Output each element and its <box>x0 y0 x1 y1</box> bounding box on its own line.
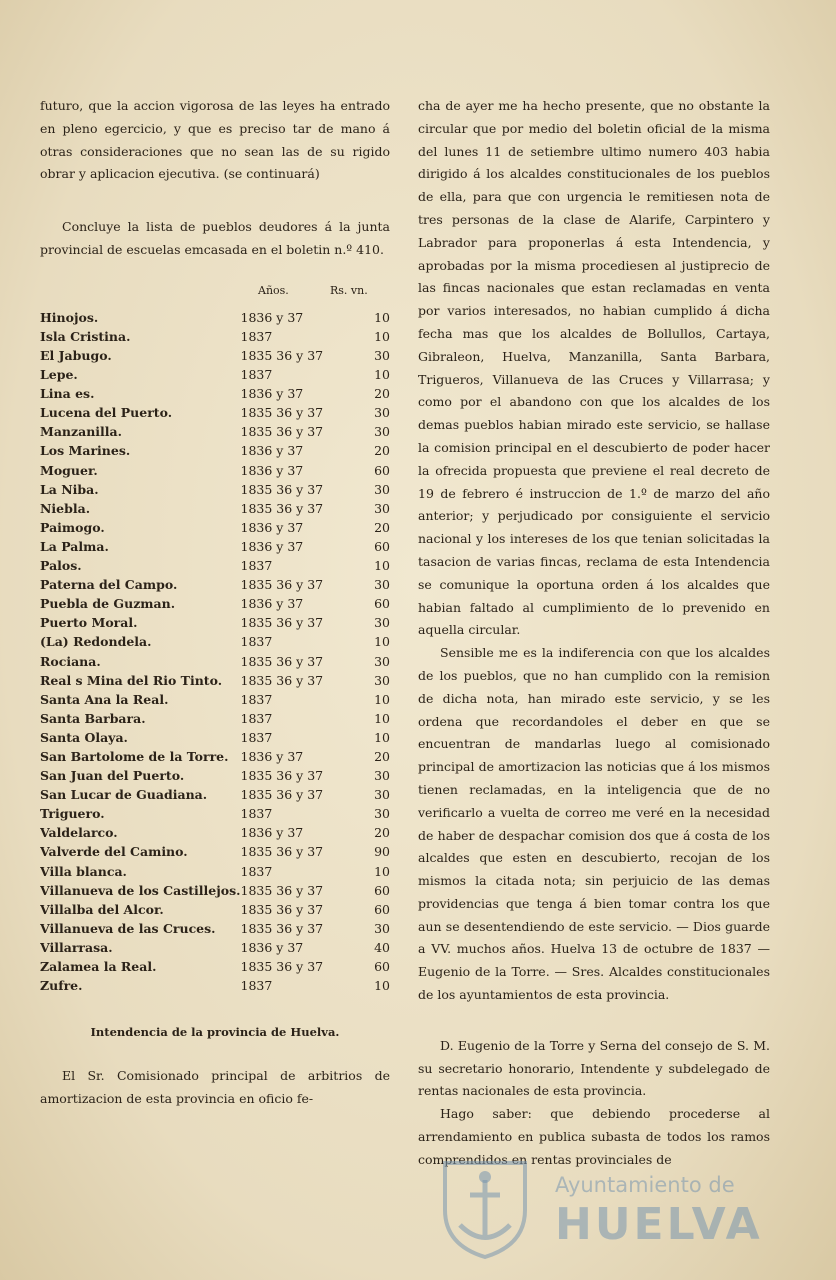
town-years: 1836 y 37 <box>240 386 304 402</box>
table-row <box>40 785 390 804</box>
table-row <box>40 403 390 422</box>
town-name: Valverde del Camino. <box>40 844 188 860</box>
town-years: 1837 <box>240 634 273 650</box>
table-row <box>40 537 390 556</box>
table-row <box>40 919 390 938</box>
table-row <box>40 556 390 575</box>
town-name: Lepe. <box>40 367 78 383</box>
paragraph-3: D. Eugenio de la Torre y Serna del consejo de S. M. su secretario honorario, Intendente y subdelegado de rentas nacionales de esta provincia. <box>418 1037 770 1099</box>
town-amount: 20 <box>374 748 390 764</box>
table-row <box>40 728 390 747</box>
town-name: Puerto Moral. <box>40 615 138 631</box>
town-years: 1837 <box>240 806 273 822</box>
table-row <box>40 709 390 728</box>
table-row <box>40 842 390 861</box>
town-name: San Juan del Puerto. <box>40 768 185 784</box>
town-amount: 90 <box>374 844 390 860</box>
town-years: 1835 36 y 37 <box>240 920 324 936</box>
town-amount: 60 <box>374 596 390 612</box>
town-years: 1835 36 y 37 <box>240 424 324 440</box>
table-row <box>40 346 390 365</box>
town-amount: 10 <box>374 328 390 344</box>
town-amount: 30 <box>374 672 390 688</box>
town-name: Lucena del Puerto. <box>40 405 173 421</box>
paragraph-1: cha de ayer me ha hecho presente, que no obstante la circular que por medio del boletin oficial de la misma del lunes 11 de setiembre ultimo numero 403 habia dirigido á los alcaldes constitucionales de los pueblos de ella, para que con urgencia le remitiesen nota de tres personas de la clase de Alarife, Carpintero y Labrador para proponerlas á esta Intendencia, y aprobadas por la misma procediesen al justiprecio de las fincas nacionales que estan reclamadas en venta por varios interesados, no habian cumplido á dicha fecha mas que los alcaldes de Bollullos, Cartaya, Gibraleon, Huelva, Manzanilla, Santa Barbara, Trigueros, Villanueva de las Cruces y Villarrasa; y como por el abandono con que los alcaldes de los demas pueblos habian mirado este servicio, se hallase la comision principal en el descubierto de poder hacer la ofrecida propuesta que previene el real decreto de 19 de febrero é instruccion de 1.º de marzo del año anterior; y perjudicado por consiguiente el servicio nacional y los intereses de los que tenian solicitadas la tasacion de varias fincas, reclama de esta Intendencia se comunique la oportuna orden á los alcaldes que habian faltado al cumplimiento de lo prevenido en aquella circular. <box>418 98 770 638</box>
right-column <box>418 95 770 1172</box>
section-title: Intendencia de la provincia de Huelva. <box>90 1025 340 1040</box>
town-years: 1835 36 y 37 <box>240 768 324 784</box>
town-years: 1835 36 y 37 <box>240 882 324 898</box>
town-name: Lina es. <box>40 386 95 402</box>
shield-emblem-icon <box>430 1155 540 1260</box>
town-years: 1836 y 37 <box>240 596 304 612</box>
town-years: 1835 36 y 37 <box>240 787 324 803</box>
town-years: 1836 y 37 <box>240 519 304 535</box>
town-amount: 30 <box>374 920 390 936</box>
town-name: Villarrasa. <box>40 939 113 955</box>
town-name: Valdelarco. <box>40 825 118 841</box>
town-amount: 10 <box>374 367 390 383</box>
town-amount: 10 <box>374 710 390 726</box>
town-amount: 10 <box>374 729 390 745</box>
paragraph-2: Sensible me es la indiferencia con que los alcaldes de los pueblos, que no han cumplido con la remision de dicha nota, han mirado este servicio, y se les ordena que recordandoles el deber en que se encuentran de mandarlas luego al comisionado principal de amortizacion las noticias que á los mismos tienen reclamadas, en la inteligencia que de no verificarlo a vuelta de correo me veré en la necesidad de haber de despachar comision dos que á costa de los alcaldes que esten en descubierto, recojan de los mismos la citada nota; sin perjuicio de las demas providencias que tenga á bien tomar contra los que aun se desentendiendo de este servicio. — Dios guarde a VV. muchos años. Huelva 13 de octubre de 1837 — Eugenio de la Torre. — Sres. Alcaldes constitucionales de los ayuntamientos de esta provincia. <box>418 645 770 1003</box>
town-name: Zalamea la Real. <box>40 959 157 975</box>
town-name: Santa Barbara. <box>40 710 146 726</box>
town-name: (La) Redondela. <box>40 634 152 650</box>
town-years: 1836 y 37 <box>240 825 304 841</box>
town-years: 1837 <box>240 978 273 994</box>
town-years: 1837 <box>240 710 273 726</box>
table-row <box>40 823 390 842</box>
town-years: 1836 y 37 <box>240 538 304 554</box>
table-row <box>40 480 390 499</box>
paragraph-4: Hago saber: que debiendo procederse al arrendamiento en publica subasta de todos los ramos comprendidos en rentas provinciales de <box>418 1106 770 1167</box>
table-row <box>40 804 390 823</box>
table-row <box>40 690 390 709</box>
town-name: Puebla de Guzman. <box>40 596 176 612</box>
town-years: 1835 36 y 37 <box>240 500 324 516</box>
town-years: 1835 36 y 37 <box>240 405 324 421</box>
town-amount: 30 <box>374 768 390 784</box>
town-amount: 60 <box>374 901 390 917</box>
town-years: 1835 36 y 37 <box>240 577 324 593</box>
town-name: Isla Cristina. <box>40 328 131 344</box>
table-row <box>40 957 390 976</box>
table-row <box>40 671 390 690</box>
table-row <box>40 518 390 537</box>
town-amount: 20 <box>374 443 390 459</box>
town-years: 1837 <box>240 691 273 707</box>
col-years-header: Años. <box>258 283 289 297</box>
town-name: El Jabugo. <box>40 348 112 364</box>
town-name: Santa Ana la Real. <box>40 691 169 707</box>
town-years: 1835 36 y 37 <box>240 901 324 917</box>
town-years: 1837 <box>240 729 273 745</box>
town-amount: 10 <box>374 978 390 994</box>
town-amount: 30 <box>374 424 390 440</box>
oficio-start: El Sr. Comisionado principal de arbitrios de amortizacion de esta provincia en oficio fe- <box>40 1068 390 1106</box>
town-amount: 30 <box>374 481 390 497</box>
town-name: Villalba del Alcor. <box>40 901 164 917</box>
town-amount: 30 <box>374 577 390 593</box>
town-amount: 30 <box>374 787 390 803</box>
table-row <box>40 900 390 919</box>
town-amount: 30 <box>374 500 390 516</box>
town-name: Santa Olaya. <box>40 729 128 745</box>
town-name: Hinojos. <box>40 309 99 325</box>
town-name: Los Marines. <box>40 443 131 459</box>
town-amount: 60 <box>374 462 390 478</box>
town-years: 1836 y 37 <box>240 462 304 478</box>
town-name: Real s Mina del Rio Tinto. <box>40 672 223 688</box>
towns-table <box>40 308 390 995</box>
town-name: Palos. <box>40 558 82 574</box>
table-row <box>40 308 390 327</box>
table-row <box>40 651 390 670</box>
table-row <box>40 976 390 995</box>
town-name: San Lucar de Guadiana. <box>40 787 208 803</box>
town-amount: 10 <box>374 691 390 707</box>
town-name: Niebla. <box>40 500 91 516</box>
town-amount: 10 <box>374 309 390 325</box>
table-row <box>40 613 390 632</box>
table-row <box>40 938 390 957</box>
left-column <box>40 95 390 1111</box>
table-row <box>40 384 390 403</box>
town-years: 1835 36 y 37 <box>240 959 324 975</box>
archive-watermark <box>430 1155 770 1265</box>
town-amount: 60 <box>374 882 390 898</box>
town-years: 1835 36 y 37 <box>240 615 324 631</box>
table-row <box>40 461 390 480</box>
table-row <box>40 327 390 346</box>
town-name: Villanueva de los Castillejos. <box>40 882 241 898</box>
watermark-top-text: Ayuntamiento de <box>555 1173 735 1197</box>
town-amount: 60 <box>374 959 390 975</box>
town-name: Villanueva de las Cruces. <box>40 920 216 936</box>
town-amount: 20 <box>374 519 390 535</box>
town-name: Triguero. <box>40 806 105 822</box>
table-row <box>40 441 390 460</box>
town-years: 1835 36 y 37 <box>240 348 324 364</box>
table-row <box>40 499 390 518</box>
town-years: 1835 36 y 37 <box>240 653 324 669</box>
town-amount: 20 <box>374 386 390 402</box>
intro-paragraph: futuro, que la accion vigorosa de las leyes ha entrado en pleno egercicio, y que es preciso tar de mano á otras consideraciones que no sean las de su rigido obrar y aplicacion ejecutiva. (se continuará) <box>40 98 390 182</box>
table-row <box>40 422 390 441</box>
town-name: Paterna del Campo. <box>40 577 178 593</box>
table-header <box>40 284 390 302</box>
town-amount: 40 <box>374 939 390 955</box>
table-row <box>40 575 390 594</box>
town-name: Moguer. <box>40 462 98 478</box>
town-amount: 30 <box>374 653 390 669</box>
table-row <box>40 862 390 881</box>
town-name: Manzanilla. <box>40 424 123 440</box>
watermark-big-text: HUELVA <box>555 1199 763 1250</box>
town-name: La Niba. <box>40 481 99 497</box>
town-name: La Palma. <box>40 538 109 554</box>
town-amount: 10 <box>374 558 390 574</box>
town-amount: 10 <box>374 634 390 650</box>
col-amount-header: Rs. vn. <box>330 283 368 297</box>
town-name: Rociana. <box>40 653 101 669</box>
table-row <box>40 881 390 900</box>
list-heading: Concluye la lista de pueblos deudores á la junta provincial de escuelas emcasada en el boletin n.º 410. <box>40 219 390 257</box>
town-years: 1837 <box>240 558 273 574</box>
town-years: 1837 <box>240 328 273 344</box>
town-amount: 20 <box>374 825 390 841</box>
town-years: 1835 36 y 37 <box>240 672 324 688</box>
town-years: 1836 y 37 <box>240 939 304 955</box>
town-years: 1836 y 37 <box>240 309 304 325</box>
town-name: Paimogo. <box>40 519 105 535</box>
town-name: Villa blanca. <box>40 863 127 879</box>
town-years: 1835 36 y 37 <box>240 844 324 860</box>
table-row <box>40 747 390 766</box>
town-years: 1837 <box>240 367 273 383</box>
town-amount: 30 <box>374 348 390 364</box>
table-row <box>40 766 390 785</box>
town-years: 1835 36 y 37 <box>240 481 324 497</box>
town-amount: 30 <box>374 405 390 421</box>
town-years: 1836 y 37 <box>240 443 304 459</box>
town-years: 1837 <box>240 863 273 879</box>
town-amount: 30 <box>374 615 390 631</box>
town-name: Zufre. <box>40 978 83 994</box>
table-row <box>40 632 390 651</box>
town-amount: 30 <box>374 806 390 822</box>
town-name: San Bartolome de la Torre. <box>40 748 229 764</box>
town-years: 1836 y 37 <box>240 748 304 764</box>
table-row <box>40 594 390 613</box>
town-amount: 10 <box>374 863 390 879</box>
table-row <box>40 365 390 384</box>
town-amount: 60 <box>374 538 390 554</box>
